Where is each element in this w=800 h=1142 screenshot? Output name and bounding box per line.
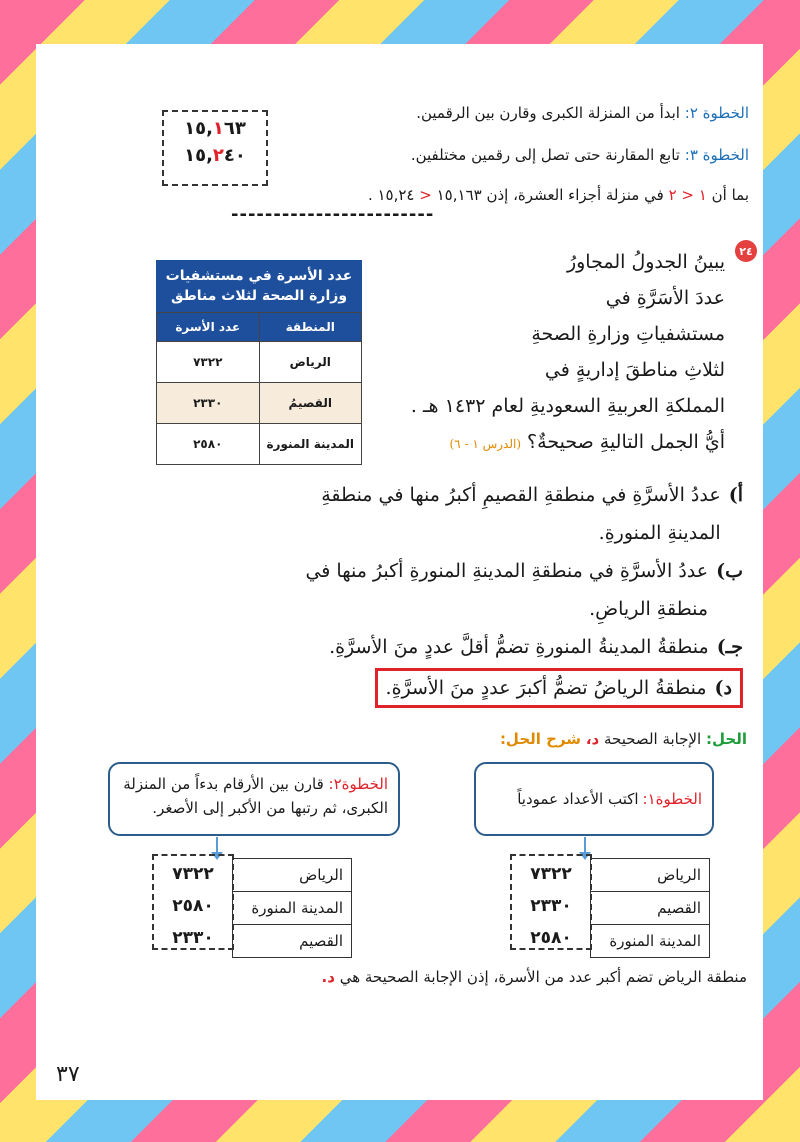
step2-label: الخطوة ٢:	[684, 104, 749, 122]
step2-label: الخطوة٢:	[328, 775, 388, 793]
number-1: ١٥,١٦٣	[184, 118, 246, 139]
page-number: ٣٧	[56, 1062, 80, 1087]
hospital-beds-table	[156, 260, 362, 465]
lesson-reference: (الدرس ١ - ٦)	[449, 437, 521, 451]
final-text: منطقة الرياض تضم أكبر عدد من الأسرة، إذن الإجابة الصحيحة هي	[339, 968, 747, 986]
solution-explain-label: شرح الحل:	[499, 730, 582, 748]
value-cell: ٧٣٢٢	[530, 864, 572, 884]
step2-line	[416, 104, 749, 122]
question-line: يبينُ الجدولُ المجاورُ	[566, 251, 725, 273]
digit-two: ٢	[668, 186, 677, 204]
solution-answer: الإجابة الصحيحة	[604, 730, 702, 748]
step1-label: الخطوة١:	[642, 790, 702, 808]
question-prompt: أيُّ الجمل التاليةِ صحيحةٌ؟	[527, 431, 725, 453]
option-text: عددُ الأسرَّةِ في منطقةِ القصيمِ أكبرُ منها في منطقةِ المدينةِ المنورةِ.	[321, 484, 721, 544]
question-prompt-line	[411, 424, 725, 462]
option-letter: أ)	[728, 484, 743, 506]
step2-values-box	[152, 854, 234, 950]
step1-values-box	[510, 854, 592, 950]
step3-line	[411, 146, 749, 164]
option-text: عددُ الأسرَّةِ في منطقةِ المدينةِ المنورةِ أكبرُ منها في منطقةِ الرياضِ.	[305, 560, 709, 620]
final-line	[322, 968, 748, 986]
region-cell: القصيم	[233, 925, 352, 958]
step1-region-table	[590, 858, 710, 958]
question-line: مستشفياتِ وزارةِ الصحةِ	[531, 323, 725, 345]
table-cell-region: المدينة المنورة	[259, 424, 362, 465]
beds-table-grid	[156, 312, 362, 465]
value-cell: ٢٥٨٠	[530, 928, 572, 948]
page	[36, 44, 763, 1100]
table-cell-region: الرياض	[259, 342, 362, 383]
solution-letter: د،	[585, 730, 600, 748]
value-cell: ٢٥٨٠	[172, 896, 214, 916]
value-cell: ٧٣٢٢	[172, 864, 214, 884]
digit-one: ١	[698, 186, 707, 204]
dashed-separator: ------------------------	[231, 204, 435, 225]
conclusion-part-c: ١٥,٢٤ .	[367, 186, 415, 204]
option-letter: ب)	[716, 560, 743, 582]
final-letter: د.	[321, 968, 335, 986]
table-cell-region: القصيمُ	[259, 383, 362, 424]
region-cell: القصيم	[591, 892, 710, 925]
question-line: المملكةِ العربيةِ السعوديةِ لعام ١٤٣٢ هـ .	[410, 395, 725, 417]
conclusion-part-a: بما أن	[711, 186, 749, 204]
options-list	[273, 476, 743, 708]
question-number-badge: ٢٤	[735, 240, 757, 262]
option-text: منطقةُ المدينةُ المنورةِ تضمُّ أقلَّ عددٍ منَ الأسرَّةِ.	[329, 636, 709, 658]
region-cell: الرياض	[233, 859, 352, 892]
region-cell: الرياض	[591, 859, 710, 892]
less-than-sign: <	[681, 186, 694, 204]
option-d-correct	[375, 668, 743, 708]
step3-label: الخطوة ٣:	[684, 146, 749, 164]
option-a	[273, 476, 743, 552]
step2-bubble	[108, 762, 400, 836]
option-letter: جـ)	[716, 636, 743, 658]
table-cell-beds: ٧٣٢٢	[157, 342, 260, 383]
conclusion-line	[368, 186, 749, 204]
step2-text: ابدأ من المنزلة الكبرى وقارن بين الرقمين.	[416, 104, 680, 122]
step1-values-table	[512, 858, 590, 954]
question-text	[411, 244, 725, 462]
conclusion-part-b: في منزلة أجزاء العشرة، إذن ١٥,١٦٣	[436, 186, 664, 204]
step2-region-table	[232, 858, 352, 958]
option-c	[273, 628, 743, 666]
table-title: عدد الأسرة في مستشفيات وزارة الصحة لثلاث مناطق	[156, 260, 362, 312]
question-line: عددَ الأسَرَّةِ في	[605, 287, 725, 309]
option-b	[273, 552, 743, 628]
col-beds-header: عدد الأسرة	[157, 313, 260, 342]
step1-text: اكتب الأعداد عمودياً	[517, 790, 639, 808]
step2-values-table	[154, 858, 232, 954]
solution-line	[500, 730, 747, 748]
solution-label: الحل:	[706, 730, 747, 748]
number-compare-box	[162, 110, 268, 186]
step2-text: قارن بين الأرقام بدءاً من المنزلة الكبرى، ثم رتبها من الأكبر إلى الأصغر.	[123, 775, 388, 817]
number-2: ١٥,٢٤٠	[184, 145, 246, 166]
region-cell: المدينة المنورة	[591, 925, 710, 958]
step1-bubble	[474, 762, 714, 836]
value-cell: ٢٣٣٠	[172, 928, 214, 948]
region-cell: المدينة المنورة	[233, 892, 352, 925]
table-cell-beds: ٢٥٨٠	[157, 424, 260, 465]
less-than-sign-2: <	[419, 186, 432, 204]
question-line: لثلاثِ مناطقَ إداريةٍ في	[544, 359, 725, 381]
table-cell-beds: ٢٣٣٠	[157, 383, 260, 424]
value-cell: ٢٣٣٠	[530, 896, 572, 916]
option-text: منطقةُ الرياضُ تضمُّ أكبرَ عددٍ منَ الأسرَّةِ.	[385, 677, 707, 699]
step3-text: تابع المقارنة حتى تصل إلى رقمين مختلفين.	[410, 146, 680, 164]
col-region-header: المنطقة	[259, 313, 362, 342]
option-letter: د)	[714, 677, 732, 699]
